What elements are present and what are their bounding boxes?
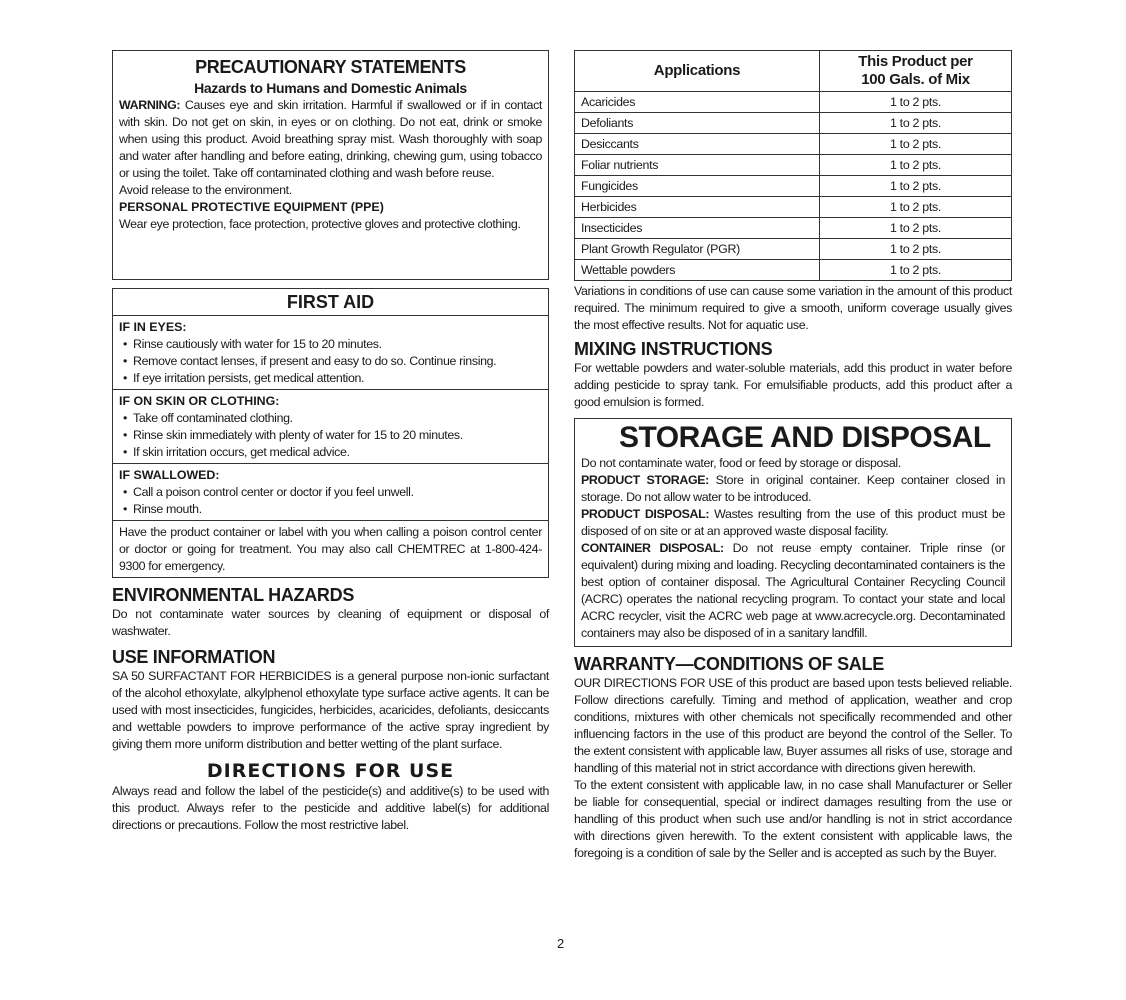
first-aid-note: Have the product container or label with you when calling a poison control center or doctor or going for treatment. You may also call CHEMTREC at 1-800-424-9300 for emergency. [119, 525, 542, 573]
ppe-text: Wear eye protection, face protection, protective gloves and protective clothing. [119, 217, 521, 231]
mixing-section [574, 338, 1012, 411]
storage-title: STORAGE AND DISPOSAL [619, 421, 991, 454]
skin-head: IF ON SKIN OR CLOTHING: [119, 394, 280, 408]
storage-intro: Do not contaminate water, food or feed by storage or disposal. [581, 456, 901, 470]
table-row [575, 113, 1012, 134]
rate-cell: 1 to 2 pts. [820, 239, 1012, 260]
precautionary-statements-box [112, 50, 549, 280]
first-aid-note-section [113, 521, 548, 577]
table-row [575, 134, 1012, 155]
table-row [575, 92, 1012, 113]
warning-label: WARNING: [119, 98, 181, 112]
rate-header-line1: This Product per [858, 53, 973, 70]
swallowed-head: IF SWALLOWED: [119, 468, 220, 482]
application-cell: Fungicides [575, 176, 820, 197]
warranty-text-2: To the extent consistent with applicable law, in no case shall Manufacturer or Seller be liable for consequential, special or indirect damages resulting from the use or handling of this product when such use and/or handling is not in strict accordance with directions given herewith. To the extent consistent with applicable laws, the foregoing is a condition of sale by the Seller and is accepted as such by the Buyer. [574, 778, 1012, 860]
table-row [575, 239, 1012, 260]
list-item: • If eye irritation persists, get medical attention. [133, 370, 542, 387]
left-column [112, 50, 549, 834]
application-cell: Plant Growth Regulator (PGR) [575, 239, 820, 260]
environmental-text: Do not contaminate water sources by cleaning of equipment or disposal of washwater. [112, 607, 549, 638]
rate-cell: 1 to 2 pts. [820, 176, 1012, 197]
first-aid-swallowed-section [113, 464, 548, 521]
right-column [574, 50, 1012, 862]
applications-column-header: Applications [575, 51, 820, 92]
product-storage-text: Store in original container. Keep container closed in storage. Do not allow water to be introduced. [581, 473, 1005, 504]
application-cell: Insecticides [575, 218, 820, 239]
directions-section [112, 759, 549, 834]
warranty-title: WARRANTY—CONDITIONS OF SALE [574, 654, 884, 674]
table-row [575, 260, 1012, 281]
list-item: • Rinse skin immediately with plenty of water for 15 to 20 minutes. [133, 427, 542, 444]
eyes-list [119, 336, 542, 387]
application-cell: Wettable powders [575, 260, 820, 281]
first-aid-eyes-section [113, 316, 548, 390]
rate-cell: 1 to 2 pts. [820, 92, 1012, 113]
rate-cell: 1 to 2 pts. [820, 218, 1012, 239]
precautionary-title: PRECAUTIONARY STATEMENTS [195, 57, 466, 77]
rate-cell: 1 to 2 pts. [820, 113, 1012, 134]
product-storage-label: PRODUCT STORAGE: [581, 473, 709, 487]
list-item: • If skin irritation occurs, get medical advice. [133, 444, 542, 461]
warranty-section [574, 653, 1012, 862]
warranty-text-1: OUR DIRECTIONS FOR USE of this product are based upon tests believed reliable. Follow directions carefully. Timing and method of application, weather and crop conditions, mixtures with other chemicals not specifically recommended and other influencing factors in the use of this product are beyond the control of the Seller. To the extent consistent with applicable law, Buyer assumes all risks of use, storage and handling of this material not in strict accordance with directions given herewith. [574, 676, 1012, 775]
application-cell: Herbicides [575, 197, 820, 218]
container-disposal-paragraph [581, 540, 1005, 642]
mixing-text: For wettable powders and water-soluble materials, add this product in water before adding pesticide to spray tank. For emulsifiable products, add this product after a good emulsion is formed. [574, 361, 1012, 409]
table-row [575, 197, 1012, 218]
table-row [575, 155, 1012, 176]
avoid-release-text: Avoid release to the environment. [119, 183, 292, 197]
list-item: • Take off contaminated clothing. [133, 410, 542, 427]
rate-column-header [820, 51, 1012, 92]
list-item: • Rinse mouth. [133, 501, 542, 518]
use-information-text: SA 50 SURFACTANT FOR HERBICIDES is a general purpose non-ionic surfactant of the alcohol ethoxylate, alkylphenol ethoxylate type surface active agents. It can be used with most insecticides, fungicides, herbicides, acaricides, defoliants, desiccants and wettable powders to improve performance of the active spray ingredient by giving them more uniform distribution and better wetting of the plant surface. [112, 669, 549, 751]
container-disposal-text: Do not reuse empty container. Triple rinse (or equivalent) during mixing and loading. Recycling decontaminated containers is the best option of container disposal. The Agricultural Container Recycling Council (ACRC) operates the national recycling program. To contact your state and local ACRC recycler, visit the ACRC web page at www.acrecycle.org. Decontaminated containers may also be disposed of in a sanitary landfill. [581, 541, 1006, 640]
product-disposal-text: Wastes resulting from the use of this product must be disposed of on site or at an approved waste disposal facility. [581, 507, 1006, 538]
applications-table [574, 50, 1012, 281]
ppe-title: PERSONAL PROTECTIVE EQUIPMENT (PPE) [119, 200, 384, 214]
container-disposal-label: CONTAINER DISPOSAL: [581, 541, 724, 555]
mixing-title: MIXING INSTRUCTIONS [574, 339, 773, 359]
table-row [575, 176, 1012, 197]
use-information-title: USE INFORMATION [112, 647, 276, 667]
rate-cell: 1 to 2 pts. [820, 134, 1012, 155]
first-aid-skin-section [113, 390, 548, 464]
variations-text: Variations in conditions of use can cause some variation in the amount of this product required. The minimum required to give a smooth, uniform coverage usually gives the most effective results. Not for aquatic use. [574, 284, 1012, 332]
application-cell: Acaricides [575, 92, 820, 113]
application-cell: Foliar nutrients [575, 155, 820, 176]
application-cell: Defoliants [575, 113, 820, 134]
page-number: 2 [557, 936, 565, 951]
first-aid-box [112, 288, 549, 578]
product-storage-paragraph [581, 472, 1005, 506]
first-aid-title: FIRST AID [113, 289, 548, 316]
rate-header-line2: 100 Gals. of Mix [861, 71, 970, 88]
environmental-section [112, 584, 549, 640]
storage-disposal-box [574, 418, 1012, 647]
directions-title: DIRECTIONS FOR USE [206, 760, 455, 782]
table-row [575, 218, 1012, 239]
product-disposal-label: PRODUCT DISPOSAL: [581, 507, 710, 521]
environmental-title: ENVIRONMENTAL HAZARDS [112, 585, 355, 605]
skin-list [119, 410, 542, 461]
directions-text: Always read and follow the label of the pesticide(s) and additive(s) to be used with this product. Always refer to the pesticide and additive label(s) for additional directions or precautions. Follow the most restrictive label. [112, 784, 549, 832]
rate-cell: 1 to 2 pts. [820, 155, 1012, 176]
swallowed-list [119, 484, 542, 518]
product-disposal-paragraph [581, 506, 1005, 540]
list-item: • Remove contact lenses, if present and easy to do so. Continue rinsing. [133, 353, 542, 370]
rate-cell: 1 to 2 pts. [820, 260, 1012, 281]
hazards-subtitle: Hazards to Humans and Domestic Animals [194, 80, 467, 96]
warning-paragraph [119, 97, 542, 182]
list-item: • Rinse cautiously with water for 15 to 20 minutes. [133, 336, 542, 353]
rate-cell: 1 to 2 pts. [820, 197, 1012, 218]
use-information-section [112, 646, 549, 753]
application-cell: Desiccants [575, 134, 820, 155]
table-header-row [575, 51, 1012, 92]
list-item: • Call a poison control center or doctor if you feel unwell. [133, 484, 542, 501]
warning-text: Causes eye and skin irritation. Harmful if swallowed or if in contact with skin. Do not get on skin, in eyes or on clothing. Do not eat, drink or smoke when using this product. Avoid breathing spray mist. Wash thoroughly with soap and water after handling and before eating, drinking, chewing gum, using tobacco or using the toilet. Take off contaminated clothing and wash before reuse. [119, 98, 543, 180]
eyes-head: IF IN EYES: [119, 320, 187, 334]
